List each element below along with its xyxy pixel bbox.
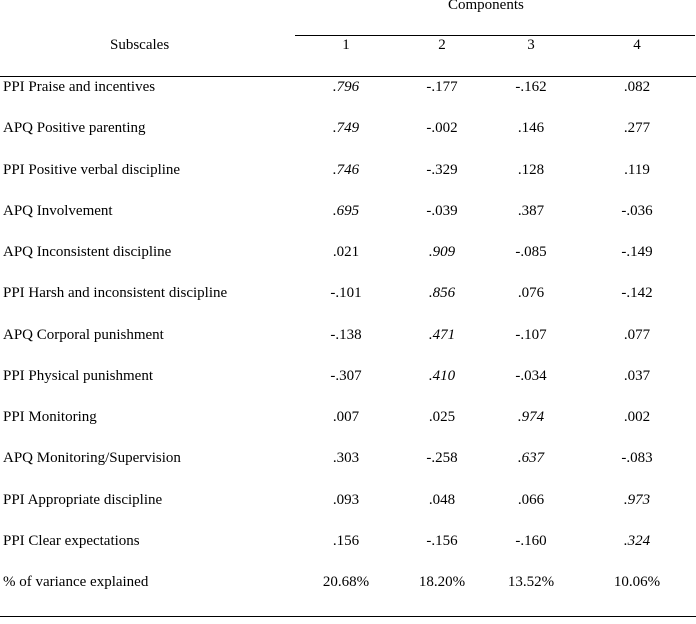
cell-component-1: .749 [332,120,360,136]
cell-component-3: .066 [517,492,545,508]
cell-component-4: .082 [623,79,651,95]
cell-component-2: .410 [428,368,456,384]
cell-component-4: .324 [623,533,651,549]
column-header-1: 1 [342,37,350,53]
cell-component-2: -.258 [426,450,458,466]
column-header-3: 3 [527,37,535,53]
cell-component-4: .277 [623,120,651,136]
column-header-4: 4 [633,37,641,53]
cell-component-4: -.142 [621,285,653,301]
cell-component-1: .156 [332,533,360,549]
cell-component-2: .048 [428,492,456,508]
cell-component-2: -.329 [426,162,458,178]
cell-component-2: .909 [428,244,456,260]
cell-component-2: -.002 [426,120,458,136]
cell-component-1: .796 [332,79,360,95]
cell-component-3: .637 [517,450,545,466]
cell-component-4: .002 [623,409,651,425]
cell-component-4: .973 [623,492,651,508]
cell-component-3: -.085 [515,244,547,260]
row-label: PPI Positive verbal discipline [3,162,181,178]
cell-component-3: .146 [517,120,545,136]
cell-component-1: -.138 [330,327,362,343]
cell-component-4: .119 [624,162,650,178]
cell-component-4: -.149 [621,244,653,260]
row-label: APQ Involvement [3,203,113,219]
cell-component-3: .974 [517,409,545,425]
components-header: Components [448,0,524,13]
cell-component-1: -.307 [330,368,362,384]
components-rule [295,35,695,36]
cell-component-1: .093 [332,492,360,508]
cell-component-1: .007 [332,409,360,425]
row-label: APQ Corporal punishment [3,327,164,343]
cell-component-4: 10.06% [613,574,661,590]
row-label: APQ Positive parenting [3,120,146,136]
row-label: PPI Praise and incentives [3,79,156,95]
row-label: PPI Harsh and inconsistent discipline [3,285,228,301]
cell-component-4: -.036 [621,203,653,219]
cell-component-4: -.083 [621,450,653,466]
cell-component-1: -.101 [330,285,362,301]
row-label: APQ Inconsistent discipline [3,244,172,260]
table-bottom-rule [0,616,696,617]
cell-component-4: .037 [623,368,651,384]
cell-component-3: .387 [517,203,545,219]
cell-component-4: .077 [623,327,651,343]
column-header-2: 2 [438,37,446,53]
cell-component-3: -.107 [515,327,547,343]
cell-component-1: .695 [332,203,360,219]
cell-component-1: 20.68% [322,574,370,590]
cell-component-1: .746 [332,162,360,178]
cell-component-2: .856 [428,285,456,301]
cell-component-2: 18.20% [418,574,466,590]
row-label: PPI Physical punishment [3,368,154,384]
row-label: PPI Clear expectations [3,533,140,549]
row-label: % of variance explained [3,574,149,590]
cell-component-1: .303 [332,450,360,466]
cell-component-3: -.034 [515,368,547,384]
cell-component-2: -.177 [426,79,458,95]
cell-component-3: .128 [517,162,545,178]
row-label: PPI Monitoring [3,409,97,425]
cell-component-3: -.162 [515,79,547,95]
header-bottom-rule [0,76,696,77]
cell-component-3: -.160 [515,533,547,549]
cell-component-1: .021 [332,244,360,260]
cell-component-3: 13.52% [507,574,555,590]
subscales-header: Subscales [110,37,170,53]
row-label: PPI Appropriate discipline [3,492,163,508]
cell-component-2: .025 [428,409,456,425]
cell-component-2: -.156 [426,533,458,549]
cell-component-2: -.039 [426,203,458,219]
row-label: APQ Monitoring/Supervision [3,450,181,466]
cell-component-3: .076 [517,285,545,301]
cell-component-2: .471 [428,327,456,343]
